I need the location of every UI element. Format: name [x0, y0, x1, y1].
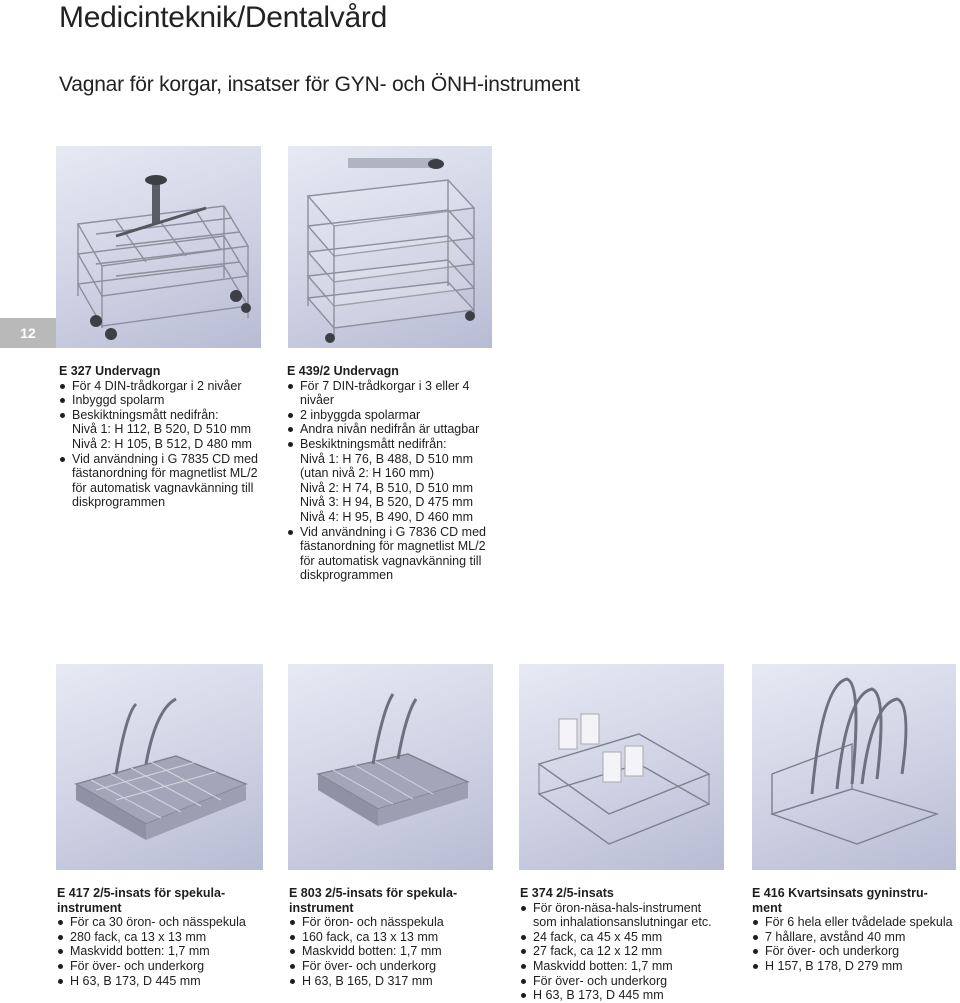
spec-item: Maskvidd botten: 1,7 mm [57, 944, 267, 959]
product-photo-e439 [288, 146, 492, 348]
spec-item: Maskvidd botten: 1,7 mm [289, 944, 499, 959]
spec-item: Beskiktningsmått nedifrån: Nivå 1: H 112, B 520, D 510 mm Nivå 2: H 105, B 512, D 480 mm [59, 408, 269, 452]
product-photo-e417 [56, 664, 263, 870]
insert-illustration [519, 664, 724, 870]
spec-item: För 7 DIN-trådkorgar i 3 eller 4 nivåer [287, 379, 502, 408]
spec-item: H 63, B 173, D 445 mm [520, 988, 735, 1003]
cart-illustration [56, 146, 261, 348]
spec-list [752, 915, 958, 973]
product-e417-description [57, 886, 267, 988]
product-title: E 417 2/5-insats för spekula- instrument [57, 886, 226, 915]
insert-illustration [752, 664, 956, 870]
product-e374-description [520, 886, 735, 1003]
page-number-tab [0, 318, 56, 348]
spec-item: För öron-näsa-hals-instrument som inhalationsanslutningar etc. [520, 901, 735, 930]
spec-item: För över- och underkorg [57, 959, 267, 974]
spec-item: 280 fack, ca 13 x 13 mm [57, 930, 267, 945]
spec-item: För 6 hela eller tvådelade spekula [752, 915, 958, 930]
page-title: Medicinteknik/Dentalvård [59, 1, 387, 34]
spec-item: H 63, B 165, D 317 mm [289, 974, 499, 989]
insert-illustration [56, 664, 263, 870]
spec-item: 7 hållare, avstånd 40 mm [752, 930, 958, 945]
product-e416-description [752, 886, 958, 974]
spec-item: För över- och underkorg [752, 944, 958, 959]
spec-item: Andra nivån nedifrån är uttagbar [287, 422, 502, 437]
spec-item: För öron- och nässpekula [289, 915, 499, 930]
spec-item: För över- och underkorg [289, 959, 499, 974]
product-photo-e803 [288, 664, 493, 870]
spec-item: 27 fack, ca 12 x 12 mm [520, 944, 735, 959]
spec-list [57, 915, 267, 988]
spec-item: 160 fack, ca 13 x 13 mm [289, 930, 499, 945]
product-title: E 327 Undervagn [59, 364, 161, 378]
product-photo-e416 [752, 664, 956, 870]
insert-illustration [288, 664, 493, 870]
spec-list [287, 379, 502, 583]
spec-item: För över- och underkorg [520, 974, 735, 989]
product-e327-description [59, 364, 269, 510]
product-title: E 374 2/5-insats [520, 886, 614, 900]
spec-list [520, 901, 735, 1003]
spec-item: Maskvidd botten: 1,7 mm [520, 959, 735, 974]
spec-item: H 63, B 173, D 445 mm [57, 974, 267, 989]
spec-item: Vid användning i G 7836 CD med fästanordning för magnetlist ML/2 för automatisk vagnavkänning till diskprogrammen [287, 525, 502, 583]
spec-item: För ca 30 öron- och nässpekula [57, 915, 267, 930]
cart-illustration [288, 146, 492, 348]
page-subtitle: Vagnar för korgar, insatser för GYN- och ÖNH-instrument [59, 73, 580, 96]
spec-item: Beskiktningsmått nedifrån: Nivå 1: H 76, B 488, D 510 mm (utan nivå 2: H 160 mm) Nivå 2: H 74, B 510, D 510 mm Nivå 3: H 94, B 520, D 475 mm Nivå 4: H 95, B 490, D 460 mm [287, 437, 502, 525]
product-e439-description [287, 364, 502, 583]
spec-item: Vid användning i G 7835 CD med fästanordning för magnetlist ML/2 för automatisk vagnavkänning till diskprogrammen [59, 452, 269, 510]
spec-list [289, 915, 499, 988]
product-e803-description [289, 886, 499, 988]
spec-item: 24 fack, ca 45 x 45 mm [520, 930, 735, 945]
spec-item: Inbyggd spolarm [59, 393, 269, 408]
spec-item: H 157, B 178, D 279 mm [752, 959, 958, 974]
product-title: E 439/2 Undervagn [287, 364, 399, 378]
spec-item: För 4 DIN-trådkorgar i 2 nivåer [59, 379, 269, 394]
product-title: E 416 Kvartsinsats gyninstru- ment [752, 886, 928, 915]
spec-list [59, 379, 269, 510]
page-number: 12 [20, 325, 36, 341]
product-photo-e327 [56, 146, 261, 348]
product-photo-e374 [519, 664, 724, 870]
spec-item: 2 inbyggda spolarmar [287, 408, 502, 423]
product-title: E 803 2/5-insats för spekula- instrument [289, 886, 458, 915]
